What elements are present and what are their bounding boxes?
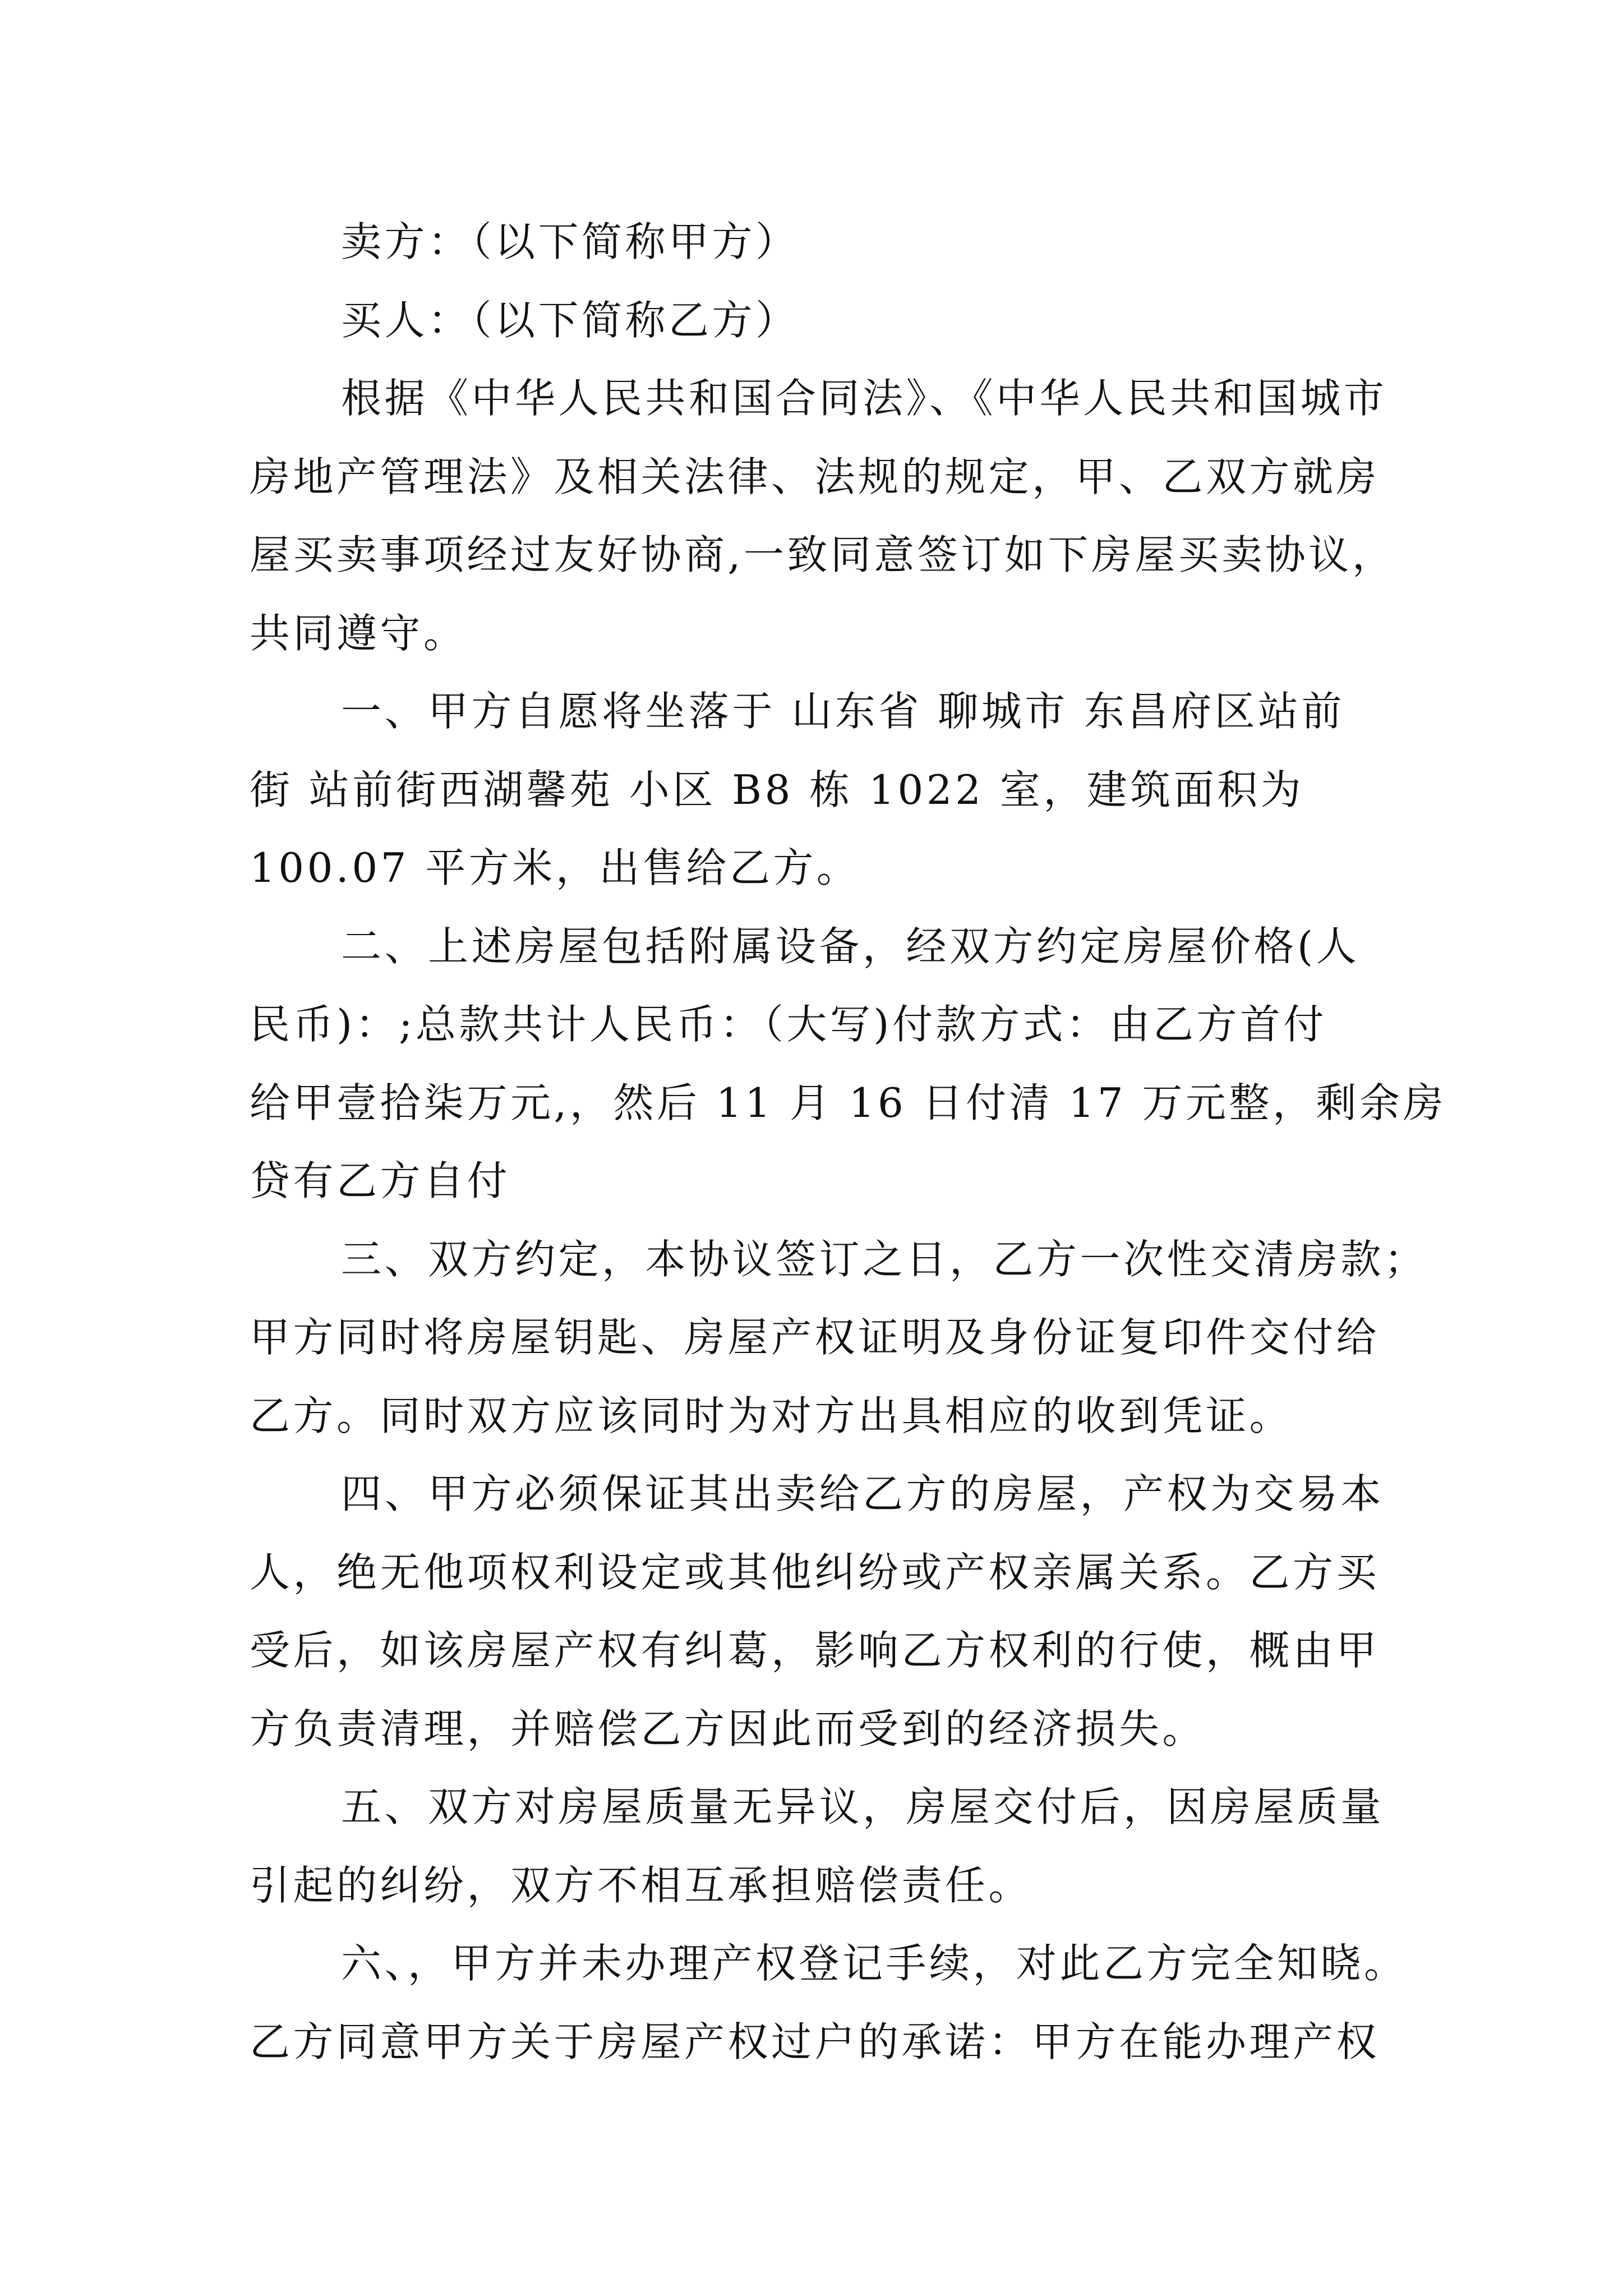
text-line: 六、，甲方并未办理产权登记手续，对此乙方完全知晓。 (341, 1940, 1408, 1987)
text-line: 共同遵守。 (250, 609, 467, 657)
text-line: 方负责清理，并赔偿乙方因此而受到的经济损失。 (250, 1705, 1206, 1752)
seller-paragraph (250, 203, 1623, 282)
text-line: 卖方：（以下简称甲方） (341, 218, 799, 265)
text-line: 给甲壹拾柒万元,，然后 11 月 16 日付清 17 万元整，剩余房 (250, 1079, 1447, 1126)
clause-3-paragraph (250, 1221, 1623, 1456)
clause-2-paragraph (250, 908, 1623, 1221)
clause-6-paragraph (250, 1925, 1623, 2081)
clause-4-paragraph (250, 1455, 1623, 1768)
text-line: 甲方同时将房屋钥匙、房屋产权证明及身份证复印件交付给 (250, 1314, 1380, 1361)
text-line: 100.07 平方米，出售给乙方。 (250, 844, 860, 891)
text-line: 人，绝无他项权利设定或其他纠纷或产权亲属关系。乙方买 (250, 1548, 1380, 1596)
text-line: 街 站前街西湖馨苑 小区 B8 栋 1022 室，建筑面积为 (250, 766, 1304, 813)
text-line: 四、甲方必须保证其出卖给乙方的房屋，产权为交易本 (341, 1470, 1385, 1517)
text-line: 五、双方对房屋质量无异议，房屋交付后，因房屋质量 (341, 1783, 1385, 1830)
text-line: 引起的纠纷，双方不相互承担赔偿责任。 (250, 1861, 1032, 1909)
text-line: 民币)：;总款共计人民币：（大写)付款方式：由乙方首付 (250, 1001, 1327, 1048)
clause-1-paragraph (250, 673, 1623, 908)
text-line: 乙方。同时双方应该同时为对方出具相应的收到凭证。 (250, 1392, 1293, 1439)
text-line: 一、甲方自愿将坐落于 山东省 聊城市 东昌府区站前 (341, 688, 1345, 735)
text-line: 根据《中华人民共和国合同法》、《中华人民共和国城市 (341, 375, 1387, 422)
text-line: 二、上述房屋包括附属设备，经双方约定房屋价格(人 (341, 922, 1360, 970)
text-line: 三、双方约定，本协议签订之日，乙方一次性交清房款； (341, 1235, 1428, 1283)
preamble-paragraph (250, 360, 1623, 673)
text-line: 屋买卖事项经过友好协商,一致同意签订如下房屋买卖协议， (250, 531, 1396, 578)
text-line: 买人：（以下简称乙方） (341, 296, 799, 344)
buyer-paragraph (250, 282, 1623, 360)
text-line: 房地产管理法》及相关法律、法规的规定，甲、乙双方就房 (250, 453, 1380, 500)
text-line: 受后，如该房屋产权有纠葛，影响乙方权利的行使，概由甲 (250, 1627, 1380, 1674)
text-line: 乙方同意甲方关于房屋产权过户的承诺：甲方在能办理产权 (250, 2018, 1380, 2065)
clause-5-paragraph (250, 1768, 1623, 1925)
text-line: 贷有乙方自付 (250, 1157, 511, 1204)
